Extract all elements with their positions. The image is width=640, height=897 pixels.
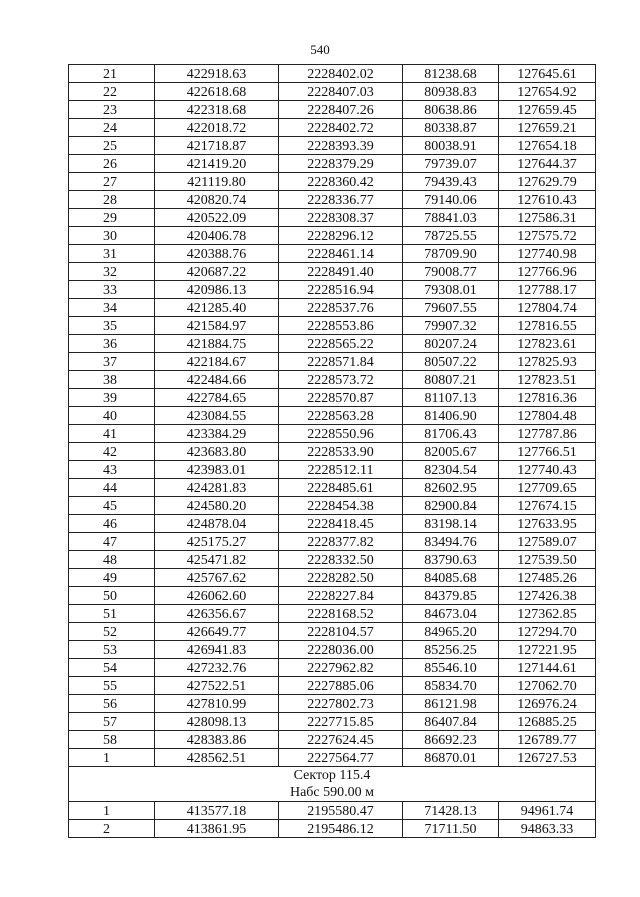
coordinate-cell: 82304.54 [403, 461, 499, 479]
table-row [69, 425, 596, 443]
coordinate-cell: 421884.75 [155, 335, 279, 353]
coordinate-cell: 127659.21 [499, 119, 596, 137]
coordinate-cell: 127766.96 [499, 263, 596, 281]
table-row [69, 677, 596, 695]
coordinate-cell: 2228563.28 [279, 407, 403, 425]
coordinate-cell: 421419.20 [155, 155, 279, 173]
point-number-cell: 48 [69, 551, 155, 569]
coordinate-cell: 2228573.72 [279, 371, 403, 389]
table-row [69, 659, 596, 677]
coordinate-cell: 85256.25 [403, 641, 499, 659]
coordinate-cell: 422184.67 [155, 353, 279, 371]
coordinate-cell: 2228336.77 [279, 191, 403, 209]
coordinate-cell: 83790.63 [403, 551, 499, 569]
coordinate-cell: 2228571.84 [279, 353, 403, 371]
coordinate-cell: 127610.43 [499, 191, 596, 209]
page-number: 540 [310, 42, 330, 57]
coordinate-cell: 2228104.57 [279, 623, 403, 641]
table-row [69, 299, 596, 317]
coordinate-cell: 2195486.12 [279, 820, 403, 838]
coordinate-cell: 127426.38 [499, 587, 596, 605]
table-row [69, 353, 596, 371]
table-row [69, 802, 596, 820]
coordinate-cell: 2227802.73 [279, 695, 403, 713]
table-row [69, 497, 596, 515]
point-number-cell: 34 [69, 299, 155, 317]
coordinate-cell: 2228402.02 [279, 65, 403, 83]
coordinate-cell: 421718.87 [155, 137, 279, 155]
coordinates-table-top [69, 65, 596, 767]
table-row [69, 587, 596, 605]
coordinate-cell: 83494.76 [403, 533, 499, 551]
coordinate-cell: 2228418.45 [279, 515, 403, 533]
coordinate-cell: 127062.70 [499, 677, 596, 695]
coordinate-cell: 82900.84 [403, 497, 499, 515]
coordinate-cell: 81107.13 [403, 389, 499, 407]
coordinate-cell: 127659.45 [499, 101, 596, 119]
coordinates-table [68, 64, 596, 838]
table-row [69, 263, 596, 281]
coordinate-cell: 86121.98 [403, 695, 499, 713]
coordinate-cell: 94863.33 [499, 820, 596, 838]
table-row [69, 695, 596, 713]
coordinate-cell: 427232.76 [155, 659, 279, 677]
coordinate-cell: 127144.61 [499, 659, 596, 677]
table-row [69, 173, 596, 191]
coordinate-cell: 79739.07 [403, 155, 499, 173]
coordinate-cell: 85834.70 [403, 677, 499, 695]
point-number-cell: 57 [69, 713, 155, 731]
coordinate-cell: 420820.74 [155, 191, 279, 209]
point-number-cell: 52 [69, 623, 155, 641]
coordinate-cell: 422918.63 [155, 65, 279, 83]
coordinate-cell: 2228491.40 [279, 263, 403, 281]
coordinate-cell: 127654.18 [499, 137, 596, 155]
coordinate-cell: 420388.76 [155, 245, 279, 263]
coordinate-cell: 80038.91 [403, 137, 499, 155]
coordinate-cell: 94961.74 [499, 802, 596, 820]
coordinate-cell: 422784.65 [155, 389, 279, 407]
coordinate-cell: 427810.99 [155, 695, 279, 713]
point-number-cell: 49 [69, 569, 155, 587]
coordinate-cell: 421285.40 [155, 299, 279, 317]
point-number-cell: 25 [69, 137, 155, 155]
coordinate-cell: 79439.43 [403, 173, 499, 191]
coordinate-cell: 81706.43 [403, 425, 499, 443]
coordinate-cell: 420986.13 [155, 281, 279, 299]
point-number-cell: 30 [69, 227, 155, 245]
coordinate-cell: 2228407.03 [279, 83, 403, 101]
coordinate-cell: 2228565.22 [279, 335, 403, 353]
coordinate-cell: 127645.61 [499, 65, 596, 83]
coordinate-cell: 86407.84 [403, 713, 499, 731]
coordinate-cell: 2228537.76 [279, 299, 403, 317]
table-row [69, 479, 596, 497]
table-row [69, 533, 596, 551]
coordinate-cell: 126976.24 [499, 695, 596, 713]
coordinate-cell: 127654.92 [499, 83, 596, 101]
point-number-cell: 39 [69, 389, 155, 407]
coordinate-cell: 2228402.72 [279, 119, 403, 137]
coordinate-cell: 80507.22 [403, 353, 499, 371]
coordinate-cell: 424580.20 [155, 497, 279, 515]
coordinate-cell: 126789.77 [499, 731, 596, 749]
coordinate-cell: 83198.14 [403, 515, 499, 533]
coordinate-cell: 85546.10 [403, 659, 499, 677]
table-row [69, 551, 596, 569]
table-row [69, 407, 596, 425]
point-number-cell: 55 [69, 677, 155, 695]
coordinate-cell: 127221.95 [499, 641, 596, 659]
point-number-cell: 1 [69, 802, 155, 820]
table-row [69, 713, 596, 731]
coordinate-cell: 426649.77 [155, 623, 279, 641]
coordinate-cell: 420406.78 [155, 227, 279, 245]
coordinate-cell: 2228168.52 [279, 605, 403, 623]
coordinate-cell: 2227885.06 [279, 677, 403, 695]
point-number-cell: 21 [69, 65, 155, 83]
coordinate-cell: 127825.93 [499, 353, 596, 371]
coordinate-cell: 2228533.90 [279, 443, 403, 461]
coordinate-cell: 71711.50 [403, 820, 499, 838]
coordinate-cell: 2228227.84 [279, 587, 403, 605]
coordinate-cell: 2228308.37 [279, 209, 403, 227]
point-number-cell: 26 [69, 155, 155, 173]
table-row [69, 515, 596, 533]
point-number-cell: 51 [69, 605, 155, 623]
coordinate-cell: 2228332.50 [279, 551, 403, 569]
sector-header-cell [69, 767, 596, 802]
coordinate-cell: 81406.90 [403, 407, 499, 425]
coordinate-cell: 79308.01 [403, 281, 499, 299]
coordinate-cell: 426062.60 [155, 587, 279, 605]
coordinate-cell: 82602.95 [403, 479, 499, 497]
table-row [69, 461, 596, 479]
coordinate-cell: 81238.68 [403, 65, 499, 83]
coordinate-cell: 127539.50 [499, 551, 596, 569]
table-row [69, 137, 596, 155]
coordinate-cell: 422484.66 [155, 371, 279, 389]
coordinate-cell: 84673.04 [403, 605, 499, 623]
point-number-cell: 1 [69, 749, 155, 767]
point-number-cell: 33 [69, 281, 155, 299]
table-row [69, 119, 596, 137]
coordinate-cell: 82005.67 [403, 443, 499, 461]
coordinate-cell: 2228379.29 [279, 155, 403, 173]
coordinates-table-bottom [69, 802, 596, 838]
table-row [69, 569, 596, 587]
coordinate-cell: 2228393.39 [279, 137, 403, 155]
point-number-cell: 45 [69, 497, 155, 515]
coordinate-cell: 2228360.42 [279, 173, 403, 191]
coordinate-cell: 127586.31 [499, 209, 596, 227]
point-number-cell: 54 [69, 659, 155, 677]
coordinate-cell: 413577.18 [155, 802, 279, 820]
point-number-cell: 28 [69, 191, 155, 209]
coordinate-cell: 127740.43 [499, 461, 596, 479]
point-number-cell: 22 [69, 83, 155, 101]
coordinate-cell: 423683.80 [155, 443, 279, 461]
coordinate-cell: 426941.83 [155, 641, 279, 659]
point-number-cell: 38 [69, 371, 155, 389]
coordinate-cell: 2228550.96 [279, 425, 403, 443]
coordinate-cell: 127804.48 [499, 407, 596, 425]
coordinate-cell: 428562.51 [155, 749, 279, 767]
coordinate-cell: 2228036.00 [279, 641, 403, 659]
table-row [69, 83, 596, 101]
coordinate-cell: 2227624.45 [279, 731, 403, 749]
table-row [69, 101, 596, 119]
coordinate-cell: 127644.37 [499, 155, 596, 173]
coordinate-cell: 86870.01 [403, 749, 499, 767]
table-row [69, 209, 596, 227]
coordinate-cell: 127787.86 [499, 425, 596, 443]
coordinate-cell: 79140.06 [403, 191, 499, 209]
point-number-cell: 35 [69, 317, 155, 335]
coordinate-cell: 422018.72 [155, 119, 279, 137]
coordinate-cell: 2228282.50 [279, 569, 403, 587]
coordinate-cell: 78709.90 [403, 245, 499, 263]
point-number-cell: 42 [69, 443, 155, 461]
coordinate-cell: 2227564.77 [279, 749, 403, 767]
point-number-cell: 58 [69, 731, 155, 749]
point-number-cell: 40 [69, 407, 155, 425]
coordinate-cell: 126885.25 [499, 713, 596, 731]
point-number-cell: 53 [69, 641, 155, 659]
coordinate-cell: 78841.03 [403, 209, 499, 227]
point-number-cell: 41 [69, 425, 155, 443]
coordinate-cell: 79008.77 [403, 263, 499, 281]
coordinate-cell: 421584.97 [155, 317, 279, 335]
coordinate-cell: 2227715.85 [279, 713, 403, 731]
point-number-cell: 29 [69, 209, 155, 227]
point-number-cell: 37 [69, 353, 155, 371]
coordinate-cell: 127766.51 [499, 443, 596, 461]
table-row [69, 749, 596, 767]
sector-title: Сектор 115.4 [293, 768, 371, 783]
coordinate-cell: 2228296.12 [279, 227, 403, 245]
point-number-cell: 43 [69, 461, 155, 479]
table-row [69, 227, 596, 245]
table-row [69, 820, 596, 838]
table-row [69, 731, 596, 749]
coordinate-cell: 127589.07 [499, 533, 596, 551]
coordinate-cell: 127788.17 [499, 281, 596, 299]
coordinate-cell: 80207.24 [403, 335, 499, 353]
coordinate-cell: 127816.55 [499, 317, 596, 335]
table-row [69, 191, 596, 209]
coordinate-cell: 127485.26 [499, 569, 596, 587]
point-number-cell: 31 [69, 245, 155, 263]
coordinate-cell: 80807.21 [403, 371, 499, 389]
coordinate-cell: 127816.36 [499, 389, 596, 407]
sector-depth: Набс 590.00 м [289, 785, 375, 800]
coordinate-cell: 2228570.87 [279, 389, 403, 407]
coordinate-cell: 2228407.26 [279, 101, 403, 119]
point-number-cell: 32 [69, 263, 155, 281]
sector-section [69, 767, 596, 802]
coordinate-cell: 127804.74 [499, 299, 596, 317]
table-row [69, 623, 596, 641]
coordinate-cell: 420687.22 [155, 263, 279, 281]
coordinate-cell: 80638.86 [403, 101, 499, 119]
coordinate-cell: 423384.29 [155, 425, 279, 443]
table-row [69, 335, 596, 353]
coordinate-cell: 126727.53 [499, 749, 596, 767]
coordinate-cell: 79607.55 [403, 299, 499, 317]
table-row [69, 443, 596, 461]
coordinate-cell: 2228512.11 [279, 461, 403, 479]
point-number-cell: 24 [69, 119, 155, 137]
table-row [69, 371, 596, 389]
table-row [69, 281, 596, 299]
point-number-cell: 27 [69, 173, 155, 191]
coordinate-cell: 2228454.38 [279, 497, 403, 515]
coordinate-cell: 427522.51 [155, 677, 279, 695]
point-number-cell: 47 [69, 533, 155, 551]
point-number-cell: 46 [69, 515, 155, 533]
coordinate-cell: 127674.15 [499, 497, 596, 515]
coordinate-cell: 413861.95 [155, 820, 279, 838]
coordinate-cell: 127629.79 [499, 173, 596, 191]
coordinate-cell: 127633.95 [499, 515, 596, 533]
coordinate-cell: 80938.83 [403, 83, 499, 101]
coordinate-cell: 428098.13 [155, 713, 279, 731]
point-number-cell: 23 [69, 101, 155, 119]
coordinate-cell: 423983.01 [155, 461, 279, 479]
table-row [69, 155, 596, 173]
coordinate-cell: 421119.80 [155, 173, 279, 191]
coordinate-cell: 127823.61 [499, 335, 596, 353]
coordinate-cell: 127740.98 [499, 245, 596, 263]
point-number-cell: 50 [69, 587, 155, 605]
table-row [69, 65, 596, 83]
coordinate-cell: 84965.20 [403, 623, 499, 641]
coordinate-cell: 425767.62 [155, 569, 279, 587]
coordinate-cell: 428383.86 [155, 731, 279, 749]
coordinate-cell: 84379.85 [403, 587, 499, 605]
coordinate-cell: 86692.23 [403, 731, 499, 749]
table-row [69, 317, 596, 335]
point-number-cell: 56 [69, 695, 155, 713]
coordinate-cell: 79907.32 [403, 317, 499, 335]
coordinate-cell: 2228461.14 [279, 245, 403, 263]
coordinate-cell: 80338.87 [403, 119, 499, 137]
coordinate-cell: 2228516.94 [279, 281, 403, 299]
coordinate-cell: 422318.68 [155, 101, 279, 119]
table-row [69, 389, 596, 407]
table-row [69, 641, 596, 659]
point-number-cell: 44 [69, 479, 155, 497]
coordinate-cell: 420522.09 [155, 209, 279, 227]
table-row [69, 245, 596, 263]
coordinate-cell: 424281.83 [155, 479, 279, 497]
coordinate-cell: 2228485.61 [279, 479, 403, 497]
coordinate-cell: 425175.27 [155, 533, 279, 551]
coordinate-cell: 78725.55 [403, 227, 499, 245]
coordinate-cell: 127709.65 [499, 479, 596, 497]
coordinate-cell: 2195580.47 [279, 802, 403, 820]
coordinate-cell: 127362.85 [499, 605, 596, 623]
coordinate-cell: 2227962.82 [279, 659, 403, 677]
coordinate-cell: 426356.67 [155, 605, 279, 623]
coordinate-cell: 127823.51 [499, 371, 596, 389]
point-number-cell: 36 [69, 335, 155, 353]
coordinate-cell: 71428.13 [403, 802, 499, 820]
coordinate-cell: 2228553.86 [279, 317, 403, 335]
table-row [69, 605, 596, 623]
coordinate-cell: 127575.72 [499, 227, 596, 245]
coordinate-cell: 2228377.82 [279, 533, 403, 551]
sector-header-row [69, 767, 596, 802]
point-number-cell: 2 [69, 820, 155, 838]
coordinate-cell: 422618.68 [155, 83, 279, 101]
coordinate-cell: 424878.04 [155, 515, 279, 533]
coordinate-cell: 84085.68 [403, 569, 499, 587]
coordinate-cell: 423084.55 [155, 407, 279, 425]
coordinate-cell: 127294.70 [499, 623, 596, 641]
coordinate-cell: 425471.82 [155, 551, 279, 569]
